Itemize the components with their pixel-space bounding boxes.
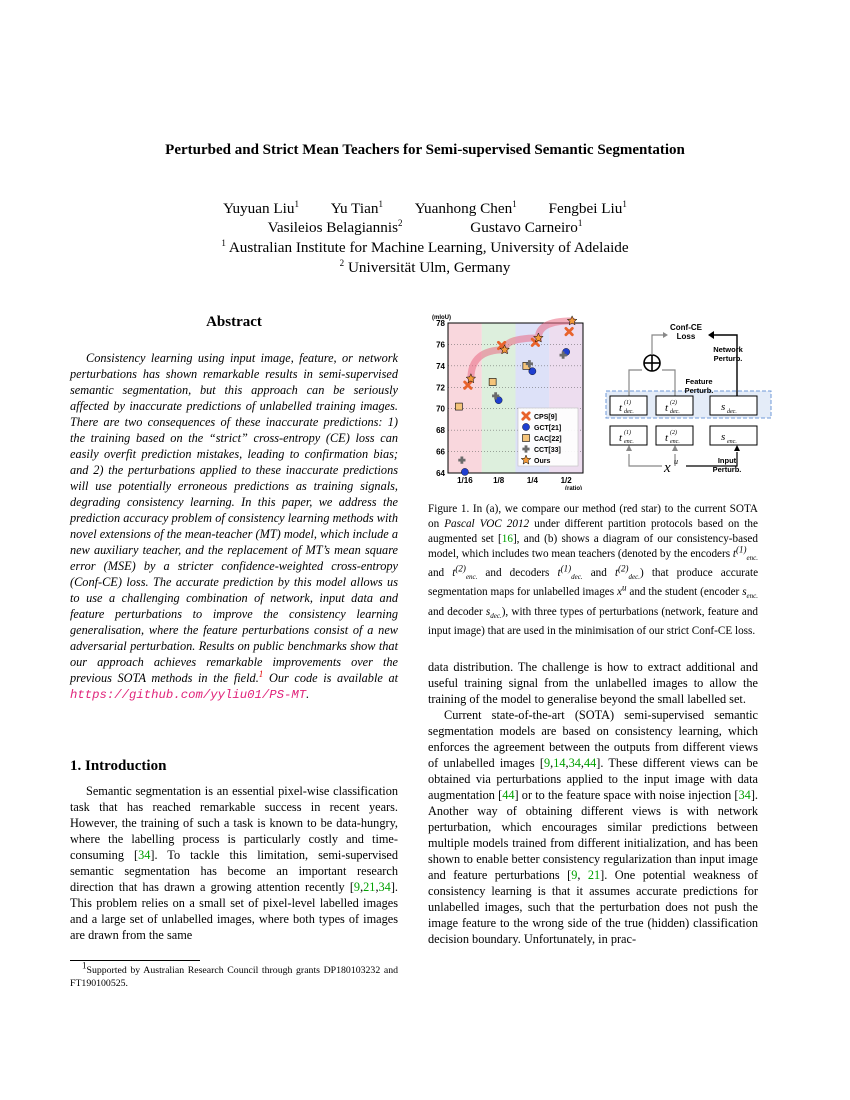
intro-text: ]. To tackle this limitation, semi-supervised semantic segmentation has become an important research direction that has drawn a growing attention recently [ — [70, 848, 399, 894]
caption-math: $s_{enc.}$ — [742, 586, 759, 601]
teacher-letter: t — [619, 432, 623, 444]
input-x-letter: x — [664, 460, 671, 476]
network-label: Network — [713, 345, 743, 354]
citation-link[interactable]: 14 — [553, 756, 566, 770]
chart-x-tick-label: 1/2 — [560, 476, 572, 485]
citation-link[interactable]: 9 — [543, 756, 551, 770]
caption-text: and — [428, 567, 445, 580]
intro-text: data distribution. The challenge is how to extract additional and useful training signal from the unlabelled images to allow the training of the model to generalise beyond the small labelled set. — [428, 660, 758, 706]
chart-legend-label: GCT[21] — [534, 425, 562, 432]
chart-point-cac22 — [455, 403, 462, 410]
code-link[interactable]: https://github.com/yyliu01/PS-MT — [70, 688, 307, 702]
author-name: Yuyuan Liu — [223, 200, 295, 217]
input-label: Input — [717, 456, 737, 465]
author-name: Yu Tian — [330, 200, 379, 217]
arrowhead — [734, 445, 740, 451]
input-perturb-label: Perturb. — [712, 465, 742, 474]
chart-y-tick-label: 76 — [436, 340, 445, 350]
author-name: Fengbei Liu — [548, 200, 623, 217]
citation-link[interactable]: 44 — [502, 788, 515, 802]
author-name: Gustavo Carneiro — [470, 219, 578, 236]
author-name: Vasileios Belagiannis — [267, 219, 398, 236]
citation-link[interactable]: 21 — [587, 868, 601, 882]
affiliation-mark: 2 — [339, 257, 345, 268]
footnote — [70, 960, 398, 990]
abstract-end: . — [306, 687, 310, 701]
citation-link[interactable]: 34 — [738, 788, 751, 802]
chart-legend-marker — [522, 423, 529, 430]
student-letter: s — [721, 401, 726, 413]
author-affiliation-mark: 2 — [397, 217, 403, 228]
chart-legend-marker — [523, 435, 530, 442]
feature-label: Feature — [685, 377, 713, 386]
citation-link[interactable]: 21 — [363, 880, 376, 894]
caption-math: $t^{(2)}_{enc.}$ — [452, 563, 478, 582]
conf-ce-label: Conf-CE — [670, 323, 702, 332]
sup-label: (1) — [624, 430, 631, 436]
citation-link[interactable]: 34 — [568, 756, 581, 770]
abstract-body — [70, 350, 398, 703]
caption-text: and decoder — [428, 605, 483, 618]
caption-text: and — [590, 567, 607, 580]
footnote-text: Supported by Australian Research Council through grants DP180103232 and FT190100525. — [70, 965, 398, 989]
input-arrow-left — [629, 454, 662, 466]
intro-text: ]. This problem relies on a small set of pixel-level labelled images and a large set of unlabelled images, where both types of images are drawn from the same — [70, 880, 398, 942]
intro-text: ]. Another way of obtaining different views is with network perturbation, which encourages similar predictions between multiple models trained from different initialization, and has been shown to enable better consistency regularization than input image and feature perturbations [ — [428, 788, 758, 882]
intro-text: Semantic segmentation is an essential pixel-wise classification task that has reached remarkable success in recent years. However, the training of such a task is known to be data-hungry, where the labelling process is particularly costly and time-consuming [ — [70, 784, 398, 862]
loss-label: Loss — [676, 332, 696, 341]
affiliation-1 — [0, 238, 850, 257]
teacher-letter: t — [619, 402, 623, 414]
arrowhead — [663, 332, 668, 338]
caption-math: $t^{(1)}_{dec.}$ — [557, 563, 583, 582]
caption-math: $x^u$ — [617, 582, 627, 599]
caption-text: Figure 1. In (a), we compare our method (red star) to the current SOTA on — [428, 503, 758, 530]
caption-text: and the student (encoder — [629, 586, 740, 599]
footnote-marker[interactable]: 1 — [258, 668, 264, 679]
footnote-rule — [70, 960, 200, 961]
intro-text: ] or to the feature space with noise injection [ — [514, 788, 739, 802]
citation-link[interactable]: 44 — [583, 756, 597, 770]
intro-text: ]. These different views can be obtained via perturbations applied to the input image with data augmentation [ — [428, 756, 758, 802]
figure-1b-diagram — [600, 318, 780, 480]
sub-label: enc. — [727, 439, 737, 445]
author-affiliation-mark: 1 — [622, 198, 627, 209]
chart-y-tick-label: 66 — [436, 447, 445, 457]
sup-label: (1) — [624, 400, 631, 406]
intro-paragraph-1: Semantic segmentation is an essential pixel-wise classification task that has reached remarkable success in recent years. However, the training of such a task is known to be data-hungry, where the labelling process is particularly costly and time-consuming [34]. To tackle this limitation, semi-supervised semantic segmentation has become an important research direction that has drawn a growing attention recently [9,21,34]. This problem relies on a small set of pixel-level labelled images and a large set of unlabelled images, where both types of images are drawn from the same — [70, 784, 399, 942]
chart-y-tick-label: 70 — [436, 404, 445, 414]
abstract-heading: Abstract — [206, 314, 262, 330]
chart-legend-label: CCT[33] — [534, 447, 561, 454]
sub-label: dec. — [670, 409, 680, 415]
paper-title: Perturbed and Strict Mean Teachers for Semi-supervised Semantic Segmentation — [165, 142, 685, 158]
chart-x-tick-label: 1/4 — [526, 476, 538, 485]
sub-label: enc. — [624, 439, 634, 445]
chart-point-gct21 — [461, 468, 468, 475]
author-line-1 — [0, 199, 850, 218]
intro-text: Current state-of-the-art (SOTA) semi-supervised semantic segmentation models are based on consistency learning, which enforces the agreement between the outputs from different views of unlabelled images [ — [428, 708, 758, 770]
citation-link[interactable]: 34 — [138, 848, 151, 862]
student-letter: s — [721, 431, 726, 443]
intro-text: ]. One potential weakness of consistency learning is that it assumes accurate predictions for unlabelled images, such that the perturbation does not push the image feature to the wrong side of the true (hidden) classification decision boundary. Unfortunately, in prac- — [428, 868, 758, 946]
chart-legend-label: Ours — [534, 458, 551, 465]
author-line-2 — [0, 218, 850, 237]
sub-label: dec. — [624, 409, 634, 415]
chart-point-cac22 — [489, 378, 496, 385]
chart-x-tick-label: 1/8 — [493, 476, 505, 485]
chart-legend-label: CAC[22] — [534, 436, 562, 443]
author-name: Yuanhong Chen — [414, 200, 513, 217]
chart-band — [448, 323, 482, 473]
caption-text: ), with three types of perturbations (network, feature and input image) that are used in the minimisation of our strict Conf-CE loss. — [428, 605, 759, 637]
arrowhead — [708, 331, 714, 339]
citation-link[interactable]: 9 — [353, 880, 361, 894]
chart-y-tick-label: 74 — [436, 361, 445, 371]
figure-1-caption — [428, 502, 758, 639]
caption-dataset: Pascal VOC 2012 — [444, 518, 530, 530]
author-affiliation-mark: 1 — [294, 198, 299, 209]
citation-link[interactable]: 9 — [571, 868, 578, 882]
caption-math: $s_{dec.}$ — [485, 605, 502, 620]
chart-y-tick-label: 78 — [436, 319, 445, 328]
author-affiliation-mark: 1 — [378, 198, 383, 209]
sub-label: enc. — [670, 439, 680, 445]
arrowhead — [672, 445, 678, 451]
figure-1a-chart — [428, 310, 590, 490]
chart-legend-label: CPS[9] — [534, 414, 557, 421]
affiliation-text: Universität Ulm, Germany — [347, 259, 511, 276]
teacher-letter: t — [665, 432, 669, 444]
author-affiliation-mark: 1 — [512, 198, 517, 209]
citation-link[interactable]: 34 — [378, 880, 391, 894]
caption-text: ) that produce accurate segmentation maps for unlabelled images — [428, 567, 759, 599]
chart-y-axis-label: (mIoU) — [432, 315, 451, 321]
arrow-to-loss — [652, 335, 666, 355]
intro-right-column: data distribution. The challenge is how to extract additional and useful training signal from the unlabelled images to allow the training of the model to generalise beyond the small labelled set. Current state-of-the-art (SOTA) semi-supervised semantic segmentation models are based on consistency learning, which enforces the agreement between the outputs from different views of unlabelled images [9,14,34,44]. These different views can be obtained via perturbations applied to the input image with data augmentation [44] or to the feature space with noise injection [34]. Another way of obtaining different views is with network perturbation, which encourages similar predictions between multiple models trained from different initialization, and has been shown to enable better consistency regularization than input image and feature perturbations [9, 21]. One potential weakness of consistency learning is that it assumes accurate predictions for unlabelled images, such that the perturbation does not push the image feature to the wrong side of the true (hidden) classification decision boundary. Unfortunately, in prac- — [428, 660, 758, 946]
feature-perturb-label: Perturb. — [684, 386, 714, 395]
caption-text: and decoders — [485, 567, 550, 580]
teacher-letter: t — [665, 402, 669, 414]
affiliation-mark: 1 — [221, 237, 226, 248]
caption-math: $t^{(1)}_{enc.}$ — [732, 544, 758, 563]
sub-label: dec. — [727, 409, 737, 415]
arrowhead — [626, 445, 632, 451]
abstract-code-text: Our code is available at — [268, 671, 399, 685]
sup-label: (2) — [670, 400, 677, 406]
citation-link[interactable]: 16 — [501, 533, 513, 545]
network-perturb-label: Perturb. — [713, 354, 743, 363]
caption-math: $t^{(2)}_{dec.}$ — [614, 563, 641, 582]
chart-y-tick-label: 72 — [436, 383, 445, 393]
affiliation-text: Australian Institute for Machine Learning, University of Adelaide — [228, 239, 629, 256]
intro-heading: 1. Introduction — [70, 758, 167, 774]
caption-text: under different partition protocols based on the augmented set [ — [428, 518, 758, 545]
caption-text: ], and (b) shows a diagram of our consistency-based model, which includes two mean teachers (denoted by the encoders — [428, 533, 758, 560]
chart-x-tick-label: 1/16 — [457, 476, 473, 485]
author-affiliation-mark: 1 — [577, 217, 583, 228]
input-u-sup: u — [674, 457, 678, 466]
chart-x-axis-label: (ratio) — [565, 486, 582, 490]
chart-y-tick-label: 64 — [436, 469, 445, 478]
footnote-mark: 1 — [82, 960, 87, 971]
chart-y-tick-label: 68 — [436, 426, 445, 436]
affiliation-2 — [0, 258, 850, 277]
sup-label: (2) — [670, 430, 677, 436]
abstract-text: Consistency learning using input image, feature, or network perturbations has shown remarkable results in semi-supervised semantic segmentation, but this approach can be seriously affected by inaccurate predictions of unlabelled training images. There are two consequences of these inaccurate predictions: 1) the training based on the “strict” cross-entropy (CE) loss can easily overfit prediction mistakes, leading to confirmation bias; and 2) the perturbations applied to these inaccurate predictions will use potentially erroneous predictions as training signals, degrading consistency learning. In this paper, we address the prediction accuracy problem of consistency learning methods with novel extensions of the mean-teacher (MT) model, which include a new auxiliary teacher, and the replacement of MT’s mean square error (MSE) by a stricter confidence-weighted cross-entropy (Conf-CE) loss. The accurate prediction by this model allows us to use a challenging combination of network, input data and feature perturbations to improve the consistency learning generalisation, where the feature perturbations consist of a new adversarial perturbation. Results on public benchmarks show that our approach achieves remarkable improvements over the previous SOTA methods in the field. — [70, 351, 398, 685]
